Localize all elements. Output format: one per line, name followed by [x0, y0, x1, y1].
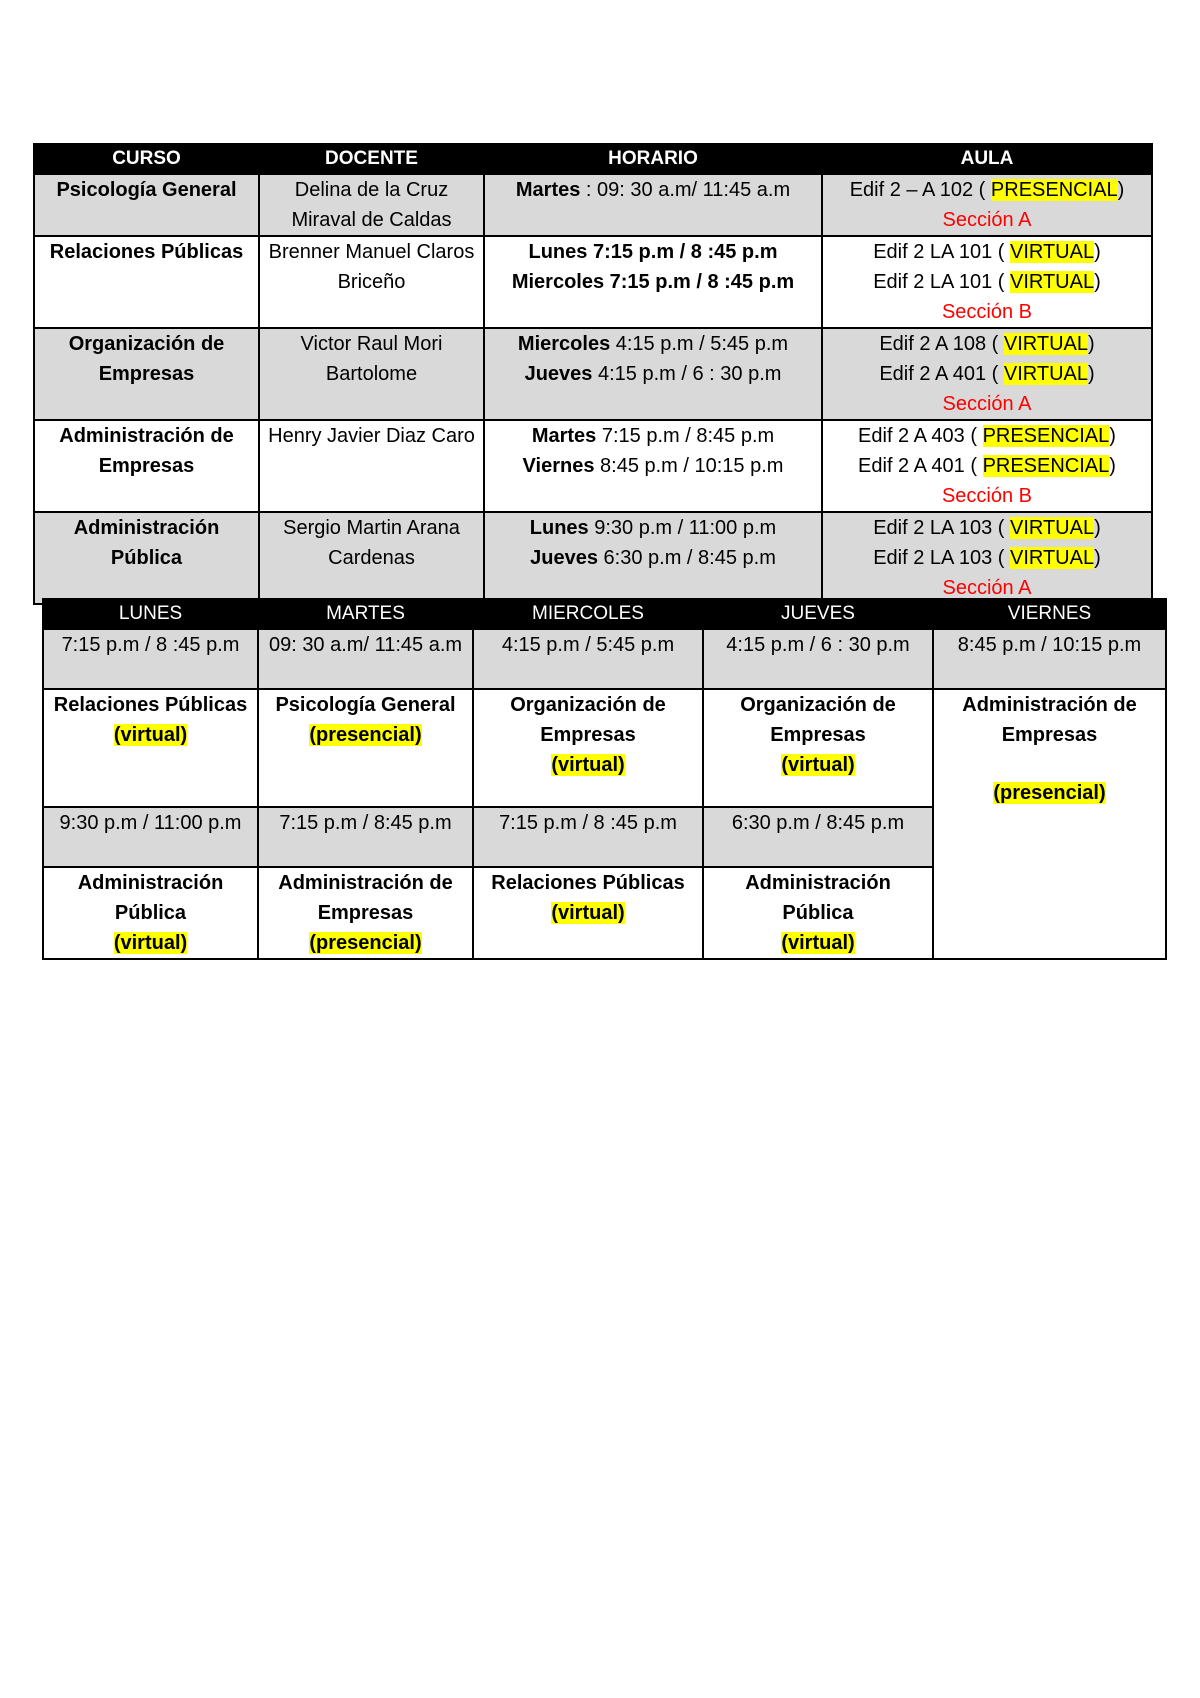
header-jueves: JUEVES — [703, 599, 933, 629]
header-horario: HORARIO — [484, 144, 822, 174]
header-docente: DOCENTE — [259, 144, 484, 174]
weekly-schedule-table — [42, 598, 1167, 960]
slot-course-mode: (virtual) — [113, 724, 188, 746]
course-teacher: Henry Javier Diaz Caro — [259, 420, 484, 512]
slot-course-name: Relaciones Públicas — [491, 872, 685, 894]
room-mode: VIRTUAL — [1003, 363, 1088, 385]
header-viernes: VIERNES — [933, 599, 1166, 629]
schedule-time: 7:15 p.m / 8 :45 p.m — [604, 271, 795, 293]
room-mode: PRESENCIAL — [990, 179, 1118, 201]
room-line — [827, 237, 1147, 267]
slot-course-name: Administración Pública — [745, 872, 891, 924]
slot-course-name: Organización de Empresas — [740, 694, 896, 746]
slot-course-mode: (presencial) — [309, 724, 422, 746]
schedule-line — [489, 513, 817, 543]
slot-time: 9:30 p.m / 11:00 p.m — [43, 807, 258, 867]
schedule-day: Martes — [515, 179, 581, 201]
schedule-day: Miercoles — [517, 333, 611, 355]
course-room — [822, 174, 1152, 236]
room-close: ) — [1094, 241, 1101, 263]
slot-time: 7:15 p.m / 8:45 p.m — [258, 807, 473, 867]
schedule-day: Jueves — [524, 363, 593, 385]
room-code: Edif 2 A 403 ( — [858, 425, 983, 447]
course-name: Organización de Empresas — [34, 328, 259, 420]
room-line — [827, 175, 1147, 205]
header-aula: AULA — [822, 144, 1152, 174]
section-label: Sección A — [942, 209, 1032, 231]
room-line — [827, 359, 1147, 389]
schedule-line — [489, 451, 817, 481]
course-teacher: Victor Raul Mori Bartolome — [259, 328, 484, 420]
schedule-line — [489, 175, 817, 205]
schedule-time: 7:15 p.m / 8 :45 p.m — [587, 241, 778, 263]
course-teacher: Delina de la Cruz Miraval de Caldas — [259, 174, 484, 236]
room-close: ) — [1087, 363, 1095, 385]
schedule-day: Lunes — [529, 517, 589, 539]
room-code: Edif 2 A 401 ( — [879, 363, 1004, 385]
slot-course-name: Organización de Empresas — [510, 694, 666, 746]
room-mode: PRESENCIAL — [982, 455, 1110, 477]
slot-time: 09: 30 a.m/ 11:45 a.m — [258, 629, 473, 689]
schedule-time: : 09: 30 a.m/ 11:45 a.m — [580, 179, 791, 201]
week-header-row — [43, 599, 1166, 629]
slot-course-mode: (presencial) — [309, 932, 422, 954]
course-row — [34, 420, 1152, 512]
schedule-line — [489, 359, 817, 389]
room-close: ) — [1109, 425, 1116, 447]
slot-course-mode: (virtual) — [781, 932, 855, 954]
course-schedule — [484, 174, 822, 236]
room-line — [827, 421, 1147, 451]
time-slot-row — [43, 629, 1166, 689]
room-mode: VIRTUAL — [1009, 547, 1095, 569]
courses-header-row — [34, 144, 1152, 174]
slot-time: 4:15 p.m / 5:45 p.m — [473, 629, 703, 689]
section-label: Sección B — [941, 485, 1033, 507]
slot-time: 7:15 p.m / 8 :45 p.m — [43, 629, 258, 689]
room-close: ) — [1094, 271, 1101, 293]
course-row — [34, 512, 1152, 604]
course-room — [822, 236, 1152, 328]
course-name: Psicología General — [34, 174, 259, 236]
room-code: Edif 2 LA 101 ( — [873, 241, 1010, 263]
course-schedule — [484, 328, 822, 420]
course-schedule — [484, 236, 822, 328]
room-code: Edif 2 A 401 ( — [858, 455, 983, 477]
room-close: ) — [1117, 179, 1125, 201]
header-curso: CURSO — [34, 144, 259, 174]
schedule-day: Lunes — [528, 241, 588, 263]
schedule-time: 4:15 p.m / 5:45 p.m — [610, 333, 789, 355]
slot-course — [258, 867, 473, 959]
schedule-day: Jueves — [530, 547, 598, 569]
course-room — [822, 328, 1152, 420]
schedule-line — [489, 237, 817, 267]
header-lunes: LUNES — [43, 599, 258, 629]
section-label: Sección B — [941, 301, 1033, 323]
course-slot-row — [43, 689, 1166, 807]
slot-time: 7:15 p.m / 8 :45 p.m — [473, 807, 703, 867]
course-teacher: Brenner Manuel Claros Briceño — [259, 236, 484, 328]
room-code: Edif 2 – A 102 ( — [849, 179, 991, 201]
section-label: Sección A — [942, 577, 1032, 599]
room-line — [827, 329, 1147, 359]
courses-table — [33, 143, 1153, 605]
room-code: Edif 2 A 108 ( — [879, 333, 1004, 355]
room-code: Edif 2 LA 101 ( — [873, 271, 1010, 293]
schedule-time: 9:30 p.m / 11:00 p.m — [588, 517, 777, 539]
schedule-time: 6:30 p.m / 8:45 p.m — [597, 547, 776, 569]
slot-course-mode: (presencial) — [993, 782, 1106, 804]
slot-course — [703, 689, 933, 807]
room-code: Edif 2 LA 103 ( — [873, 547, 1010, 569]
slot-course — [258, 689, 473, 807]
section-label: Sección A — [942, 393, 1032, 415]
course-room — [822, 512, 1152, 604]
room-mode: VIRTUAL — [1009, 271, 1095, 293]
slot-time: 6:30 p.m / 8:45 p.m — [703, 807, 933, 867]
course-name: Administración Pública — [34, 512, 259, 604]
header-miercoles: MIERCOLES — [473, 599, 703, 629]
header-martes: MARTES — [258, 599, 473, 629]
course-row — [34, 174, 1152, 236]
schedule-line — [489, 543, 817, 573]
course-name: Administración de Empresas — [34, 420, 259, 512]
slot-course-mode: (virtual) — [781, 754, 855, 776]
course-row — [34, 328, 1152, 420]
schedule-line — [489, 267, 817, 297]
slot-course-name: Relaciones Públicas — [53, 694, 248, 716]
room-line — [827, 451, 1147, 481]
schedule-line — [489, 329, 817, 359]
schedule-day: Miercoles — [511, 271, 605, 293]
slot-course-name: Psicología General — [275, 694, 456, 716]
room-mode: PRESENCIAL — [982, 425, 1110, 447]
room-line — [827, 513, 1147, 543]
schedule-time: 7:15 p.m / 8:45 p.m — [596, 425, 775, 447]
slot-course — [473, 689, 703, 807]
room-mode: VIRTUAL — [1009, 241, 1095, 263]
slot-course — [933, 689, 1166, 959]
schedule-time: 4:15 p.m / 6 : 30 p.m — [592, 363, 782, 385]
course-row — [34, 236, 1152, 328]
schedule-time: 8:45 p.m / 10:15 p.m — [594, 455, 784, 477]
room-close: ) — [1109, 455, 1116, 477]
room-code: Edif 2 LA 103 ( — [873, 517, 1010, 539]
room-line — [827, 267, 1147, 297]
room-close: ) — [1094, 517, 1101, 539]
slot-time: 4:15 p.m / 6 : 30 p.m — [703, 629, 933, 689]
slot-course — [43, 867, 258, 959]
schedule-day: Martes — [531, 425, 597, 447]
room-mode: VIRTUAL — [1009, 517, 1095, 539]
slot-course — [703, 867, 933, 959]
room-mode: VIRTUAL — [1003, 333, 1088, 355]
schedule-line — [489, 421, 817, 451]
slot-course-mode: (virtual) — [113, 932, 188, 954]
course-teacher: Sergio Martin Arana Cardenas — [259, 512, 484, 604]
schedule-day: Viernes — [522, 455, 595, 477]
slot-course-name: Administración de Empresas — [962, 694, 1137, 746]
slot-course-mode: (virtual) — [551, 754, 625, 776]
slot-course-name: Administración Pública — [77, 872, 224, 924]
slot-time: 8:45 p.m / 10:15 p.m — [933, 629, 1166, 689]
course-room — [822, 420, 1152, 512]
room-line — [827, 543, 1147, 573]
course-schedule — [484, 420, 822, 512]
slot-course-name: Administración de Empresas — [278, 872, 453, 924]
slot-course — [473, 867, 703, 959]
room-close: ) — [1087, 333, 1095, 355]
spacer — [938, 750, 1161, 778]
course-name: Relaciones Públicas — [34, 236, 259, 328]
slot-course — [43, 689, 258, 807]
slot-course-mode: (virtual) — [551, 902, 625, 924]
room-close: ) — [1094, 547, 1101, 569]
course-schedule — [484, 512, 822, 604]
